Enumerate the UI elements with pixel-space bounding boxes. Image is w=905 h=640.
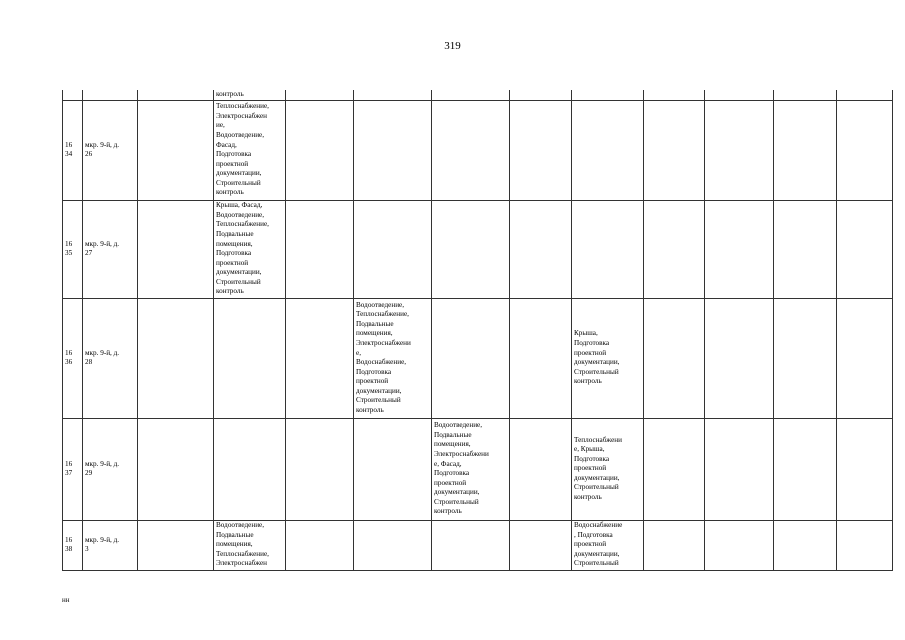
work-cell-2: [214, 418, 286, 520]
work-cell-9: [705, 298, 774, 418]
address-cell: мкр. 9-й, д. 3: [83, 520, 138, 570]
work-cell-2: Крыша, Фасад, Водоотведение, Теплоснабжение, Подвальные помещения, Подготовка проектной документации, Строительный контроль: [214, 200, 286, 298]
work-cell-6: [510, 418, 572, 520]
work-cell-9: [705, 520, 774, 570]
capital-repair-table: [62, 90, 893, 571]
work-cell-4: [354, 418, 432, 520]
work-cell-5: [432, 100, 510, 200]
work-cell-3: [286, 90, 354, 100]
footer-mark: нн: [62, 596, 70, 604]
work-cell-1: [138, 298, 214, 418]
work-cell-8: [644, 298, 705, 418]
work-cell-5: [432, 200, 510, 298]
work-cell-3: [286, 520, 354, 570]
address-cell: [83, 90, 138, 100]
work-cell-9: [705, 200, 774, 298]
work-cell-2: Водоотведение, Подвальные помещения, Теплоснабжение, Электроснабжен: [214, 520, 286, 570]
address-cell: мкр. 9-й, д. 27: [83, 200, 138, 298]
work-cell-9: [705, 100, 774, 200]
work-cell-11: [837, 418, 893, 520]
work-cell-2: Теплоснабжение, Электроснабжен ие, Водоотведение, Фасад, Подготовка проектной документации, Строительный контроль: [214, 100, 286, 200]
address-cell: мкр. 9-й, д. 28: [83, 298, 138, 418]
work-cell-11: [837, 298, 893, 418]
work-cell-5: [432, 90, 510, 100]
table-row: [63, 90, 893, 100]
work-cell-7: [572, 90, 644, 100]
work-cell-4: Водоотведение, Теплоснабжение, Подвальные помещения, Электроснабжени е, Водоснабжение, Подготовка проектной документации, Строительный контроль: [354, 298, 432, 418]
address-cell: мкр. 9-й, д. 29: [83, 418, 138, 520]
work-cell-5: Водоотведение, Подвальные помещения, Электроснабжени е, Фасад, Подготовка проектной документации, Строительный контроль: [432, 418, 510, 520]
work-cell-6: [510, 100, 572, 200]
row-number-cell: 16 37: [63, 418, 83, 520]
work-cell-1: [138, 418, 214, 520]
table-row: [63, 418, 893, 520]
work-cell-1: [138, 520, 214, 570]
work-cell-2: контроль: [214, 90, 286, 100]
work-cell-1: [138, 200, 214, 298]
table-row: [63, 298, 893, 418]
work-cell-10: [774, 520, 837, 570]
work-cell-6: [510, 520, 572, 570]
work-cell-10: [774, 298, 837, 418]
work-cell-4: [354, 90, 432, 100]
work-cell-5: [432, 520, 510, 570]
work-cell-8: [644, 520, 705, 570]
work-cell-1: [138, 90, 214, 100]
table-row: [63, 100, 893, 200]
work-cell-3: [286, 298, 354, 418]
row-number-cell: 16 34: [63, 100, 83, 200]
work-cell-1: [138, 100, 214, 200]
work-cell-10: [774, 200, 837, 298]
work-cell-9: [705, 90, 774, 100]
address-cell: мкр. 9-й, д. 26: [83, 100, 138, 200]
work-cell-3: [286, 418, 354, 520]
row-number-cell: 16 38: [63, 520, 83, 570]
work-cell-8: [644, 100, 705, 200]
page-number: 319: [444, 40, 461, 52]
work-cell-11: [837, 520, 893, 570]
work-cell-7: [572, 100, 644, 200]
work-cell-8: [644, 418, 705, 520]
work-cell-11: [837, 100, 893, 200]
work-cell-4: [354, 100, 432, 200]
row-number-cell: [63, 90, 83, 100]
work-cell-3: [286, 200, 354, 298]
work-cell-4: [354, 520, 432, 570]
row-number-cell: 16 36: [63, 298, 83, 418]
work-cell-8: [644, 200, 705, 298]
work-cell-10: [774, 418, 837, 520]
work-cell-7: Крыша, Подготовка проектной документации, Строительный контроль: [572, 298, 644, 418]
work-cell-11: [837, 200, 893, 298]
work-cell-2: [214, 298, 286, 418]
work-cell-11: [837, 90, 893, 100]
table-row: [63, 200, 893, 298]
table-row: [63, 520, 893, 570]
work-cell-6: [510, 90, 572, 100]
work-cell-9: [705, 418, 774, 520]
work-cell-4: [354, 200, 432, 298]
work-cell-6: [510, 200, 572, 298]
work-cell-7: Теплоснабжени е, Крыша, Подготовка проектной документации, Строительный контроль: [572, 418, 644, 520]
work-cell-7: Водоснабжение , Подготовка проектной документации, Строительный: [572, 520, 644, 570]
work-cell-8: [644, 90, 705, 100]
work-cell-10: [774, 100, 837, 200]
work-cell-10: [774, 90, 837, 100]
work-cell-3: [286, 100, 354, 200]
row-number-cell: 16 35: [63, 200, 83, 298]
work-cell-6: [510, 298, 572, 418]
work-cell-7: [572, 200, 644, 298]
work-cell-5: [432, 298, 510, 418]
